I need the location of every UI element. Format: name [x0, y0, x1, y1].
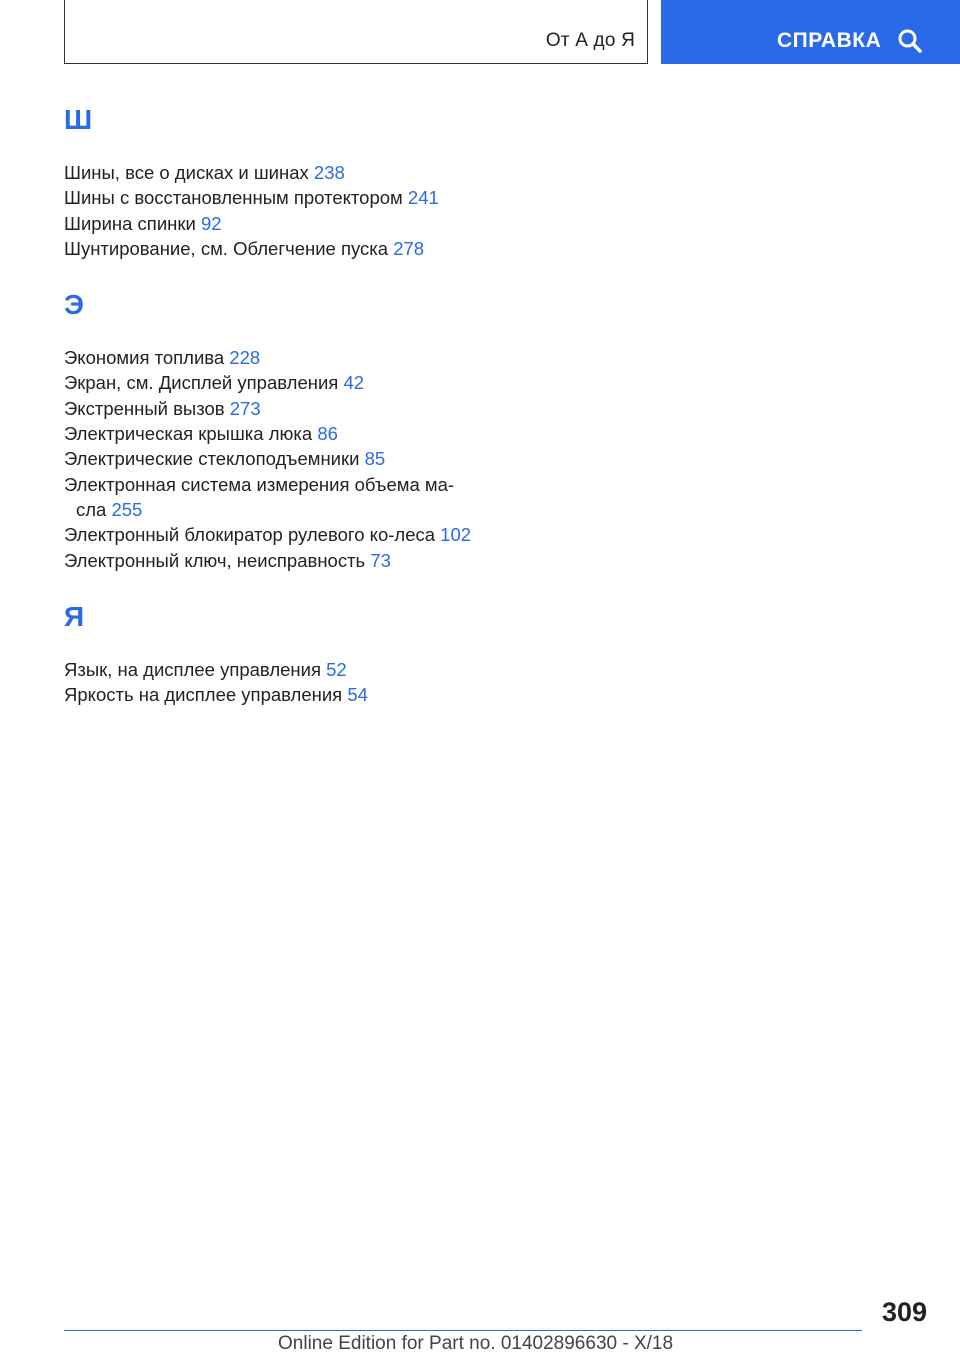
- edition-footer: Online Edition for Part no. 01402896630 - X/18: [278, 1333, 674, 1354]
- help-tab[interactable]: [661, 0, 960, 64]
- entry-text: Шины, все о дисках и шинах: [64, 162, 309, 183]
- entry-list: [64, 345, 484, 573]
- index-entry: [64, 345, 484, 370]
- index-entry: [64, 211, 484, 236]
- page-link[interactable]: 241: [407, 187, 439, 209]
- index-entry: [64, 657, 484, 682]
- entry-text: Электронный блокиратор рулевого ко-леса: [64, 524, 436, 546]
- page-number: 309: [881, 1297, 927, 1327]
- section-letter: Ш: [64, 104, 93, 135]
- page-link[interactable]: 86: [317, 423, 338, 445]
- entry-text: Электронная система измерения объема ма-сла: [64, 473, 455, 520]
- page-link[interactable]: 42: [343, 372, 365, 394]
- page-link[interactable]: 73: [370, 549, 391, 571]
- entry-text: Яркость на дисплее управления: [64, 684, 343, 706]
- index-entry: [64, 185, 484, 210]
- page-link[interactable]: 54: [347, 684, 368, 706]
- section-letter: Э: [64, 289, 84, 321]
- entry-text: Электрическая крышка люка: [64, 423, 313, 445]
- entry-list: [64, 160, 484, 261]
- index-content: [64, 100, 484, 731]
- index-entry: [64, 548, 484, 573]
- page-link[interactable]: 238: [313, 162, 345, 183]
- index-section: [64, 100, 484, 261]
- entry-text: Язык, на дисплее управления: [64, 658, 321, 680]
- entry-text: Ширина спинки: [64, 212, 196, 234]
- entry-text: Шины с восстановленным протектором: [64, 187, 403, 209]
- entry-list: [64, 657, 484, 708]
- index-entry: [64, 522, 484, 547]
- footer-divider: [64, 1330, 862, 1331]
- entry-text: Шунтирование, см. Облегчение пуска: [64, 237, 389, 259]
- page-link[interactable]: 102: [440, 524, 472, 546]
- page-link[interactable]: 228: [229, 347, 261, 369]
- index-entry: [64, 370, 484, 395]
- index-section: [64, 285, 484, 573]
- entry-text: Электрические стеклоподъемники: [64, 448, 360, 470]
- page-link[interactable]: 92: [200, 212, 222, 234]
- entry-text: Экстренный вызов: [64, 397, 225, 419]
- index-entry: [64, 160, 484, 185]
- index-entry: [64, 236, 484, 261]
- index-entry: [64, 682, 484, 707]
- entry-text: Экран, см. Дисплей управления: [64, 372, 339, 394]
- page-link[interactable]: 273: [229, 397, 261, 419]
- index-entry: [64, 396, 484, 421]
- page-link[interactable]: 52: [326, 658, 347, 680]
- chapter-title: От А до Я: [545, 30, 635, 51]
- entry-text: Экономия топлива: [64, 347, 225, 369]
- page-link[interactable]: 255: [111, 498, 143, 520]
- help-tab-label: СПРАВКА: [777, 29, 882, 52]
- page-link[interactable]: 278: [393, 237, 425, 259]
- index-entry: [64, 472, 484, 523]
- entry-text: Электронный ключ, неисправность: [64, 549, 366, 571]
- index-section: [64, 597, 484, 708]
- header-chapter-box: [64, 0, 648, 64]
- section-letter: Я: [64, 600, 85, 632]
- index-entry: [64, 421, 484, 446]
- index-entry: [64, 446, 484, 471]
- search-icon[interactable]: [897, 28, 923, 54]
- page-link[interactable]: 85: [364, 448, 386, 470]
